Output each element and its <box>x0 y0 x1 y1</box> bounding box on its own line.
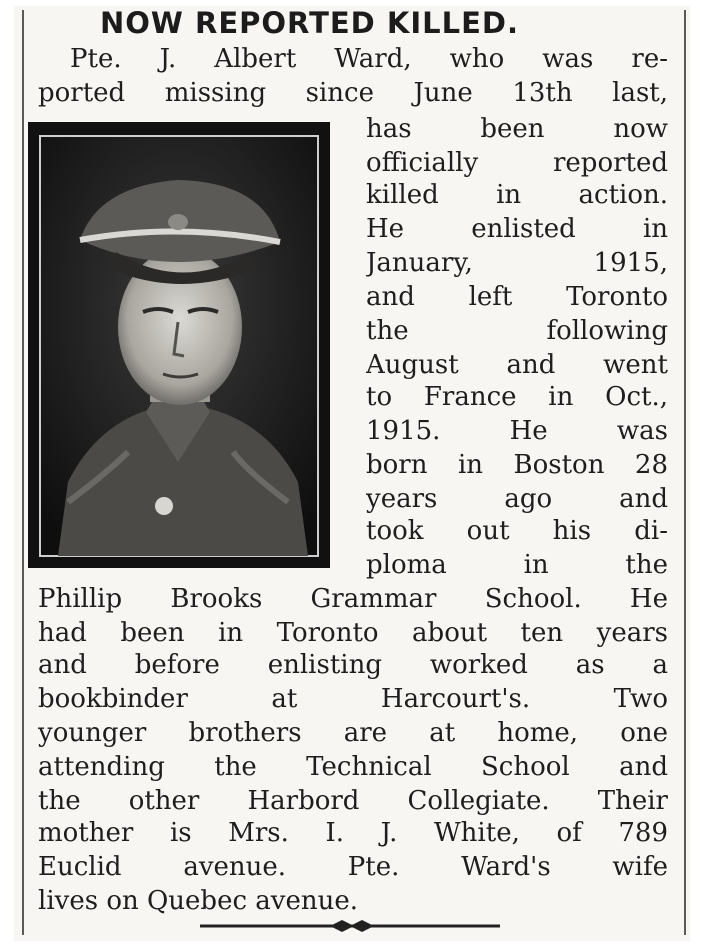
article-line: Pte. J. Albert Ward, who was re- <box>70 44 668 74</box>
article-line: the other Harbord Collegiate. Their <box>38 786 668 816</box>
article-line: took out his di- <box>366 516 668 546</box>
column-rule-right <box>684 10 686 935</box>
article-line: and before enlisting worked as a <box>38 650 668 680</box>
article-line: had been in Toronto about ten years <box>38 618 668 648</box>
article-line: the following <box>366 316 668 346</box>
article-line: has been now <box>366 114 668 144</box>
article-line: years ago and <box>366 484 668 514</box>
article-line: younger brothers are at home, one <box>38 718 668 748</box>
article-line: officially reported <box>366 148 668 178</box>
article-line: August and went <box>366 350 668 380</box>
article-line: ported missing since June 13th last, <box>38 78 668 108</box>
article-line: lives on Quebec avenue. <box>38 886 358 916</box>
article-line: mother is Mrs. I. J. White, of 789 <box>38 818 668 848</box>
article-line: ploma in the <box>366 550 668 580</box>
article-line: attending the Technical School and <box>38 752 668 782</box>
column-rule-left <box>22 10 24 935</box>
end-ornament <box>200 918 500 934</box>
article-line: born in Boston 28 <box>366 450 668 480</box>
article-line: bookbinder at Harcourt's. Two <box>38 684 668 714</box>
article-line: Phillip Brooks Grammar School. He <box>38 584 668 614</box>
article-line: He enlisted in <box>366 214 668 244</box>
soldier-portrait <box>28 122 330 568</box>
article-line: Euclid avenue. Pte. Ward's wife <box>38 852 668 882</box>
article-line: to France in Oct., <box>366 382 668 412</box>
article-line: 1915. He was <box>366 416 668 446</box>
portrait-image <box>28 122 330 568</box>
article-line: and left Toronto <box>366 282 668 312</box>
article-line: killed in action. <box>366 180 668 210</box>
article-line: January, 1915, <box>366 248 668 278</box>
headline: NOW REPORTED KILLED. <box>100 6 519 40</box>
